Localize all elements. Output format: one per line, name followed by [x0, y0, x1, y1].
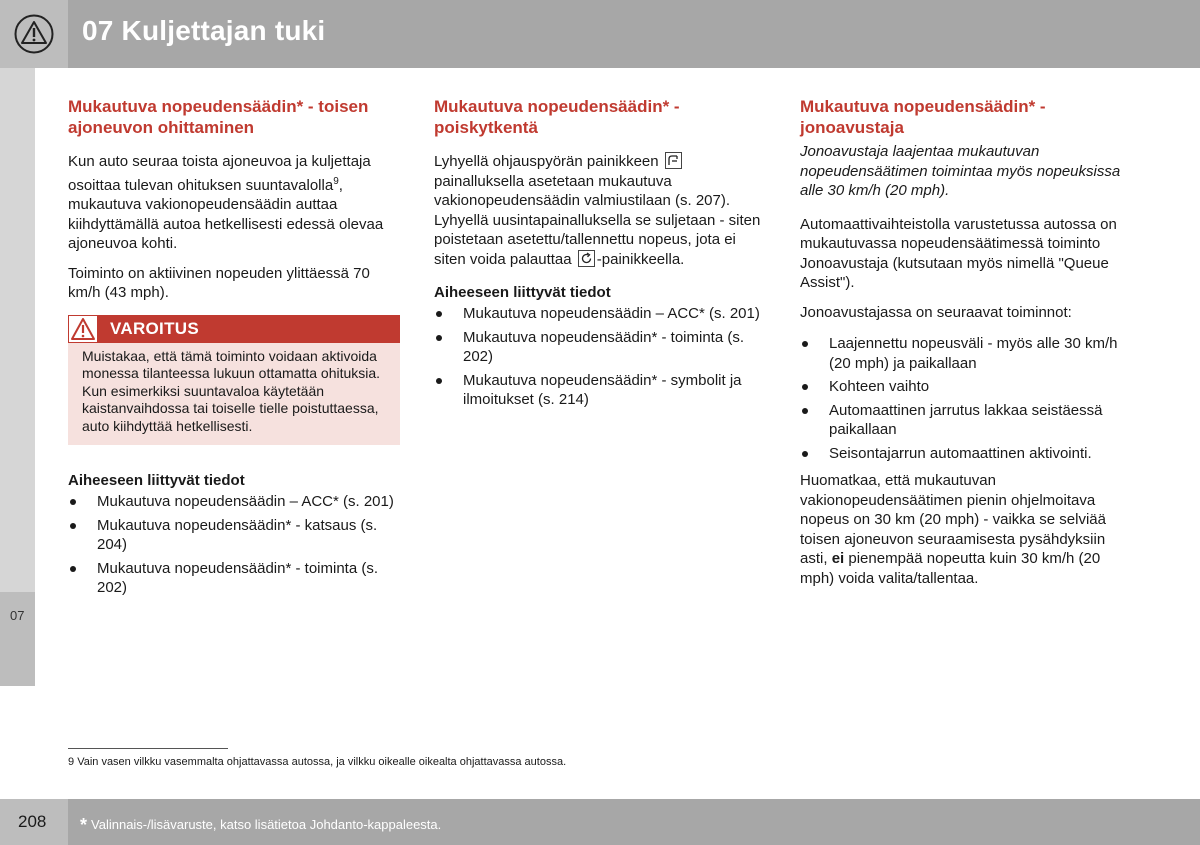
related-link[interactable]: Mukautuva nopeudensäädin* - toiminta (s. 202) — [68, 559, 400, 598]
footnote-text: Vain vasen vilkku vasemmalta ohjattavassa autossa, ja vilkku oikealle oikealta ohjattavassa autossa. — [77, 756, 567, 768]
page-footer — [0, 799, 1200, 845]
related-heading: Aiheeseen liittyvät tiedot — [434, 284, 611, 301]
column-queue-assist — [800, 96, 1132, 598]
warning-label: VAROITUS — [110, 318, 199, 338]
chapter-title: 07 Kuljettajan tuki — [82, 15, 326, 46]
warning-header — [68, 315, 400, 343]
list-item: Seisontajarrun automaattinen aktivointi. — [800, 444, 1132, 464]
related-link[interactable]: Mukautuva nopeudensäädin* - symbolit ja ilmoitukset (s. 214) — [434, 371, 766, 410]
section-heading: Mukautuva nopeudensäädin* - poiskytkentä — [434, 97, 680, 137]
warning-triangle-icon — [69, 316, 97, 342]
chapter-header — [0, 0, 1200, 68]
asterisk-mark: * — [80, 815, 88, 835]
footnote-number: 9 — [68, 756, 75, 768]
paragraph: Toiminto on aktiivinen nopeuden ylittäessä 70 km/h (43 mph). — [68, 264, 370, 301]
footer-note-text: Valinnais-/lisävaruste, katso lisätietoa Johdanto-kappaleesta. — [91, 817, 442, 832]
paragraph: Huomatkaa, että mukautuvan vakionopeudensäätimen pienin ohjelmoitava nopeus on 30 km (20 mph) - vaikka se selviää toisen ajoneuvon seuraamisesta pysähdyksiin asti, ei pienempää nopeutta kuin 30 km/h (20 mph) voida valita/tallentaa. — [800, 472, 1106, 587]
related-list — [68, 492, 400, 598]
page-number: 208 — [18, 812, 47, 831]
side-tab-label: 07 — [10, 608, 25, 623]
footer-note — [80, 815, 441, 836]
paragraph: Automaattivaihteistolla varustetussa autossa on mukautuvassa nopeudensäätimessä toiminto Jonoavustaja (kutsutaan myös nimellä "Queue Assist"). — [800, 215, 1117, 291]
resume-button-icon — [578, 250, 595, 267]
related-link[interactable]: Mukautuva nopeudensäädin* - toiminta (s. 202) — [434, 328, 766, 367]
paragraph: Kun auto seuraa toista ajoneuvoa ja kuljettaja osoittaa tulevan ohituksen suuntavalolla$^9$, mukautuva vakionopeudensäädin auttaa kiihdyttämällä autoa hetkellisesti edessä olevaa ajoneuvoa kohti. — [68, 153, 384, 252]
header-icon-box — [0, 0, 68, 68]
list-item: Automaattinen jarrutus lakkaa seistäessä paikallaan — [800, 401, 1132, 440]
column-passing — [68, 96, 400, 606]
related-link[interactable]: Mukautuva nopeudensäädin – ACC* (s. 201) — [434, 304, 766, 324]
list-item: Kohteen vaihto — [800, 377, 1132, 397]
footnote-ref: 9 — [333, 175, 339, 187]
warning-text: Muistakaa, että tämä toiminto voidaan aktivoida monessa tilanteessa lukuun ottamatta ohituksia. Kun esimerkiksi suuntavaloa käytetään kaistanvaihdossa tai toiselle tielle poistuttaessa, auto kiihdyttää hetkellisesti. — [68, 343, 400, 446]
related-link[interactable]: Mukautuva nopeudensäädin* - katsaus (s. 204) — [68, 516, 400, 555]
paragraph: Lyhyellä ohjauspyörän painikkeen painalluksella asetetaan mukautuva vakionopeudensäädin valmiustilaan (s. 207). Lyhyellä uusintapainalluksella se suljetaan - siten poistetaan asetettu/tallennettu nopeus, jota ei siten voida palauttaa -painikkeella. — [434, 153, 761, 268]
column-disengage — [434, 96, 766, 418]
page-number-box — [0, 799, 68, 845]
related-link[interactable]: Mukautuva nopeudensäädin – ACC* (s. 201) — [68, 492, 400, 512]
intro-text: Jonoavustaja laajentaa mukautuvan nopeudensäätimen toimintaa myös nopeuksissa alle 30 km/h (20 mph). — [800, 143, 1121, 199]
functions-list — [800, 334, 1132, 463]
warning-triangle-icon — [14, 14, 54, 54]
emphasis: ei — [831, 550, 845, 567]
warning-icon-box — [68, 315, 98, 343]
warning-box — [68, 315, 400, 446]
footnote — [68, 756, 566, 768]
list-item: Laajennettu nopeusväli - myös alle 30 km/h (20 mph) ja paikallaan — [800, 334, 1132, 373]
section-heading: Mukautuva nopeudensäädin* - toisen ajoneuvon ohittaminen — [68, 97, 369, 137]
related-list — [434, 304, 766, 410]
section-heading: Mukautuva nopeudensäädin* - jonoavustaja — [800, 97, 1046, 137]
paragraph: Jonoavustajassa on seuraavat toiminnot: — [800, 303, 1072, 321]
footnote-rule — [68, 748, 228, 749]
side-tab-chapter — [0, 592, 35, 686]
related-heading: Aiheeseen liittyvät tiedot — [68, 472, 245, 489]
cruise-control-button-icon — [665, 152, 682, 169]
